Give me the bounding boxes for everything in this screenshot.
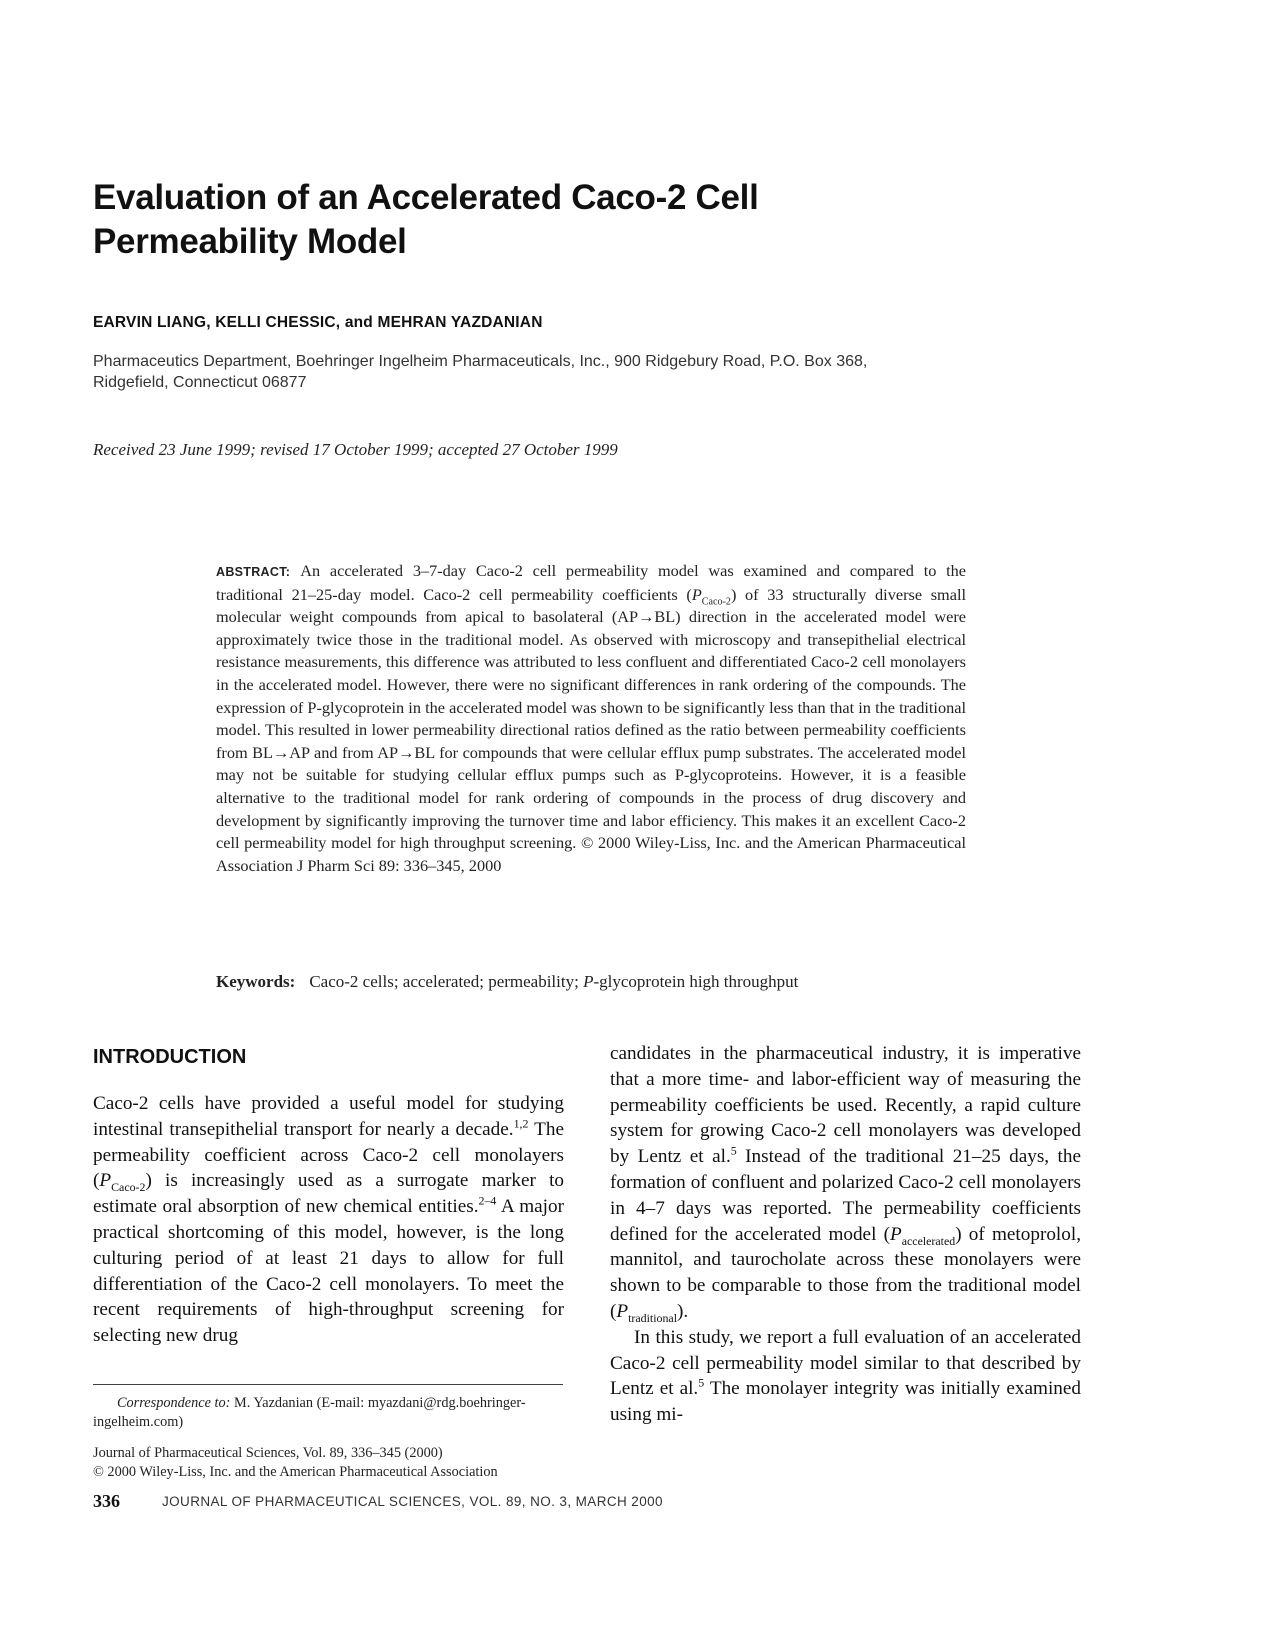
affiliation	[93, 351, 993, 393]
running-footer: JOURNAL OF PHARMACEUTICAL SCIENCES, VOL. 89, NO. 3, MARCH 2000	[162, 1494, 663, 1509]
body-text: In this study, we report a full evaluation of an accelerated Caco-2 cell permeability model similar to that described by Lentz et al.	[610, 1326, 1081, 1400]
authors: EARVIN LIANG, KELLI CHESSIC, and MEHRAN YAZDANIAN	[93, 314, 543, 331]
page-number: 336	[93, 1491, 120, 1511]
citation-ref[interactable]: 5	[698, 1375, 705, 1390]
journal-footnote	[93, 1444, 563, 1481]
citation-ref[interactable]: 5	[730, 1143, 737, 1158]
paragraph	[610, 1325, 1081, 1428]
body-text: ) of metoprolol, mannitol, and taurocholate across these monolayers were shown to be comparable to those from the traditional model (	[610, 1223, 1081, 1322]
keywords-label: Keywords:	[216, 972, 296, 991]
p-symbol: P	[99, 1170, 112, 1192]
body-text: Caco-2 cells have provided a useful model for studying intestinal transepithelial transport for nearly a decade.	[93, 1093, 564, 1140]
journal-citation: Journal of Pharmaceutical Sciences, Vol. 89, 336–345 (2000)	[93, 1445, 443, 1461]
citation-ref[interactable]: 2–4	[478, 1193, 497, 1208]
keywords	[216, 972, 976, 992]
abstract-p-subscript: Caco-2	[701, 595, 731, 607]
keywords-text: -glycoprotein high throughput	[593, 972, 799, 991]
p-subscript: accelerated	[901, 1233, 956, 1248]
article-title	[93, 176, 873, 264]
abstract-label: ABSTRACT:	[216, 565, 291, 579]
abstract-text: ) of 33 structurally diverse small molecular weight compounds from apical to basolateral (AP→BL) direction in the accelerated model were approximately twice those in the traditional model. As observed with microscopy and transepithelial electrical resistance measurements, this difference was attributed to less confluent and differentiated Caco-2 cell monolayers in the accelerated model. However, there were no significant differences in rank ordering of the compounds. The expression of P-glycoprotein in the accelerated model was shown to be significantly less than that in the traditional model. This resulted in lower permeability directional ratios defined as the ratio between permeability coefficients from BL→AP and from AP→BL for compounds that were cellular efflux pump substrates. The accelerated model may not be suitable for studying cellular efflux pumps such as P-glycoproteins. However, it is a feasible alternative to the traditional model for rank ordering of compounds in the process of drug discovery and development by significantly improving the turnover time and labor efficiency. This makes it an excellent Caco-2 cell permeability model for high throughput screening. © 2000 Wiley-Liss, Inc. and the American Pharmaceutical Association J Pharm Sci 89: 336–345, 2000	[216, 584, 966, 875]
affiliation-line-1: Pharmaceutics Department, Boehringer Ingelheim Pharmaceuticals, Inc., 900 Ridgebury Road, P.O. Box 368,	[93, 353, 868, 370]
copyright-notice: © 2000 Wiley-Liss, Inc. and the American Pharmaceutical Association	[93, 1463, 498, 1480]
correspondence-text: M. Yazdanian (E-mail: myazdani@rdg.boehringer-ingelheim.com)	[93, 1395, 526, 1430]
correspondence-label: Correspondence to:	[117, 1395, 231, 1411]
body-text: The permeability coefficient across Caco-2 cell monolayers (	[93, 1118, 564, 1192]
title-line-1: Evaluation of an Accelerated Caco-2 Cell	[93, 178, 759, 217]
citation-ref[interactable]: 1,2	[513, 1116, 529, 1131]
body-text: Instead of the traditional 21–25 days, the formation of confluent and polarized Caco-2 cell monolayers in 4–7 days was reported. The permeability coefficients defined for the accelerated model (	[610, 1146, 1081, 1245]
received-dates: Received 23 June 1999; revised 17 October 1999; accepted 27 October 1999	[93, 440, 618, 459]
affiliation-line-2: Ridgefield, Connecticut 06877	[93, 374, 307, 391]
p-symbol: P	[890, 1223, 902, 1245]
intro-left-column	[93, 1091, 564, 1349]
p-subscript: Caco-2	[111, 1180, 146, 1195]
body-text: A major practical shortcoming of this model, however, is the long culturing period of at least 21 days to allow for full differentiation of the Caco-2 cell monolayers. To meet the recent requirements of high-throughput screening for selecting new drug	[93, 1196, 564, 1347]
section-heading-introduction: INTRODUCTION	[93, 1046, 247, 1068]
paragraph	[610, 1041, 1081, 1325]
correspondence-footnote	[93, 1394, 563, 1431]
abstract-text: An accelerated 3–7-day Caco-2 cell permeability model was examined and compared to the traditional 21–25-day model. Caco-2 cell permeability coefficients (	[216, 561, 966, 604]
abstract-p-symbol: P	[691, 584, 702, 604]
footnote-divider	[93, 1384, 563, 1385]
intro-right-column	[610, 1041, 1081, 1428]
body-text: candidates in the pharmaceutical industry, it is imperative that a more time- and labor-efficient way of measuring the permeability coefficients be used. Recently, a rapid culture system for growing Caco-2 cell monolayers was developed by Lentz et al.	[610, 1043, 1081, 1168]
title-line-2: Permeability Model	[93, 222, 407, 261]
p-subscript: traditional	[628, 1310, 677, 1325]
abstract	[216, 560, 966, 877]
p-symbol: P	[616, 1300, 629, 1322]
body-text: ) is increasingly used as a surrogate marker to estimate oral absorption of new chemical entities.	[93, 1170, 564, 1218]
keywords-text: Caco-2 cells; accelerated; permeability;	[309, 972, 584, 991]
body-text: The monolayer integrity was initially examined using mi-	[610, 1378, 1082, 1426]
keywords-p-symbol: P	[583, 972, 594, 991]
body-text: ).	[677, 1300, 689, 1322]
